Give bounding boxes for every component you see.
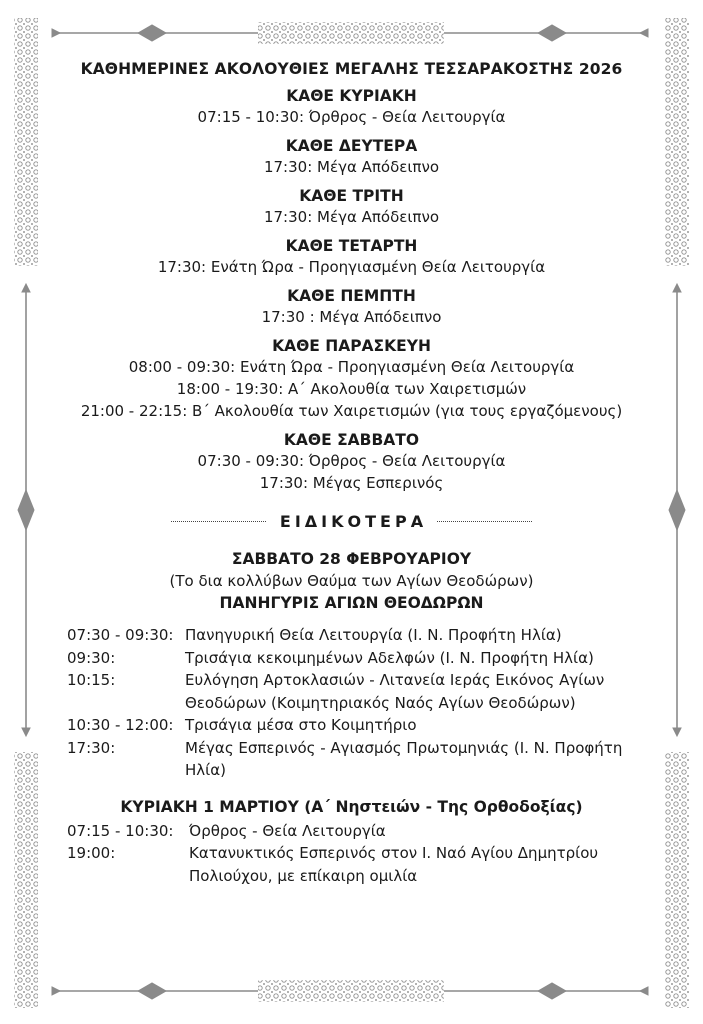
schedule-description: Τρισάγια κεκοιμημένων Αδελφών (Ι. Ν. Προφήτη Ηλία) xyxy=(185,648,594,667)
feast-subtitle: (Το δια κολλύβων Θαύμα των Αγίων Θεοδώρων) xyxy=(169,572,534,590)
service-line: 17:30: Μέγας Εσπερινός xyxy=(259,474,444,492)
weekday-block-thursday xyxy=(50,286,653,328)
schedule-content xyxy=(50,60,653,887)
bottom-rule xyxy=(52,983,648,999)
feast-date-heading: ΣΑΒΒΑΤΟ 28 ΦΕΒΡΟΥΑΡΙΟΥ xyxy=(231,550,472,568)
schedule-row xyxy=(50,624,653,647)
weekday-heading: ΚΑΘΕ ΔΕΥΤΕΡΑ xyxy=(285,137,418,155)
dotted-rule-left xyxy=(171,521,266,522)
page-title: ΚΑΘΗΜΕΡΙΝΕΣ ΑΚΟΛΟΥΘΙΕΣ ΜΕΓΑΛΗΣ ΤΕΣΣΑΡΑΚΟΣΤΗΣ 2026 xyxy=(80,60,623,78)
schedule-time: 17:30: xyxy=(67,738,116,757)
service-line: 17:30: Ενάτη Ώρα - Προηγιασμένη Θεία Λειτουργία xyxy=(157,258,546,276)
schedule-time: 10:15: xyxy=(67,671,116,689)
right-rule xyxy=(669,284,685,736)
service-line: 18:00 - 19:30: Α΄ Ακολουθία των Χαιρετισμών xyxy=(176,380,527,398)
schedule-row xyxy=(50,842,653,887)
schedule-description: Μέγας Εσπερινός - Αγιασμός Πρωτομηνιάς (Ι. Ν. Προφήτη Ηλία) xyxy=(185,738,623,779)
ornament-top-left xyxy=(14,18,38,266)
schedule-description: Κατανυκτικός Εσπερινός στον Ι. Ναό Αγίου Δημητρίου Πολιούχου, με επίκαιρη ομιλία xyxy=(189,844,599,885)
schedule-row xyxy=(50,737,653,782)
schedule-row xyxy=(50,669,653,714)
weekday-block-saturday xyxy=(50,430,653,494)
weekday-block-tuesday xyxy=(50,186,653,228)
feast-name: ΠΑΝΗΓΥΡΙΣ ΑΓΙΩΝ ΘΕΟΔΩΡΩΝ xyxy=(219,594,484,612)
service-line: 17:30: Μέγα Απόδειπνο xyxy=(263,208,440,226)
weekday-heading: ΚΑΘΕ ΣΑΒΒΑΤΟ xyxy=(283,431,420,449)
top-rule xyxy=(52,25,648,41)
schedule-time: 10:30 - 12:00: xyxy=(67,716,174,734)
ornament-top-center xyxy=(258,22,444,44)
schedule-time: 07:30 - 09:30: xyxy=(67,626,174,644)
ornament-bottom-right xyxy=(665,752,689,1008)
weekly-schedule xyxy=(50,86,653,494)
schedule-description: Ευλόγηση Αρτοκλασιών - Λιτανεία Ιεράς Εικόνος Αγίων Θεοδώρων (Κοιμητηριακός Ναός Αγίων Θεοδώρων) xyxy=(185,671,605,712)
service-line: 17:30 : Μέγα Απόδειπνο xyxy=(261,308,442,326)
schedule-row xyxy=(50,820,653,843)
weekday-block-wednesday xyxy=(50,236,653,278)
schedule-description: Τρισάγια μέσα στο Κοιμητήριο xyxy=(185,716,417,734)
schedule-row xyxy=(50,647,653,670)
saturday-feast-block xyxy=(50,548,653,782)
special-heading: ΕΙΔΙΚΟΤΕΡΑ xyxy=(279,511,428,531)
weekday-heading: ΚΑΘΕ ΤΡΙΤΗ xyxy=(299,187,404,205)
service-line: 07:30 - 09:30: Όρθρος - Θεία Λειτουργία xyxy=(197,452,506,470)
service-line: 21:00 - 22:15: Β΄ Ακολουθία των Χαιρετισμών (για τους εργαζόμενους) xyxy=(80,402,623,420)
weekday-block-sunday xyxy=(50,86,653,128)
ornament-bottom-center xyxy=(258,980,444,1002)
service-line: 17:30: Μέγα Απόδειπνο xyxy=(263,158,440,176)
ornament-top-right xyxy=(665,18,689,266)
weekday-block-monday xyxy=(50,136,653,178)
sunday-date-heading: ΚΥΡΙΑΚΗ 1 ΜΑΡΤΙΟΥ (Α΄ Νηστειών - Της Ορθοδοξίας) xyxy=(120,797,583,816)
sunday-orthodoxy-block xyxy=(50,796,653,888)
schedule-time: 19:00: xyxy=(67,844,116,862)
ornament-bottom-left xyxy=(14,752,38,1008)
feast-schedule-list xyxy=(50,624,653,782)
schedule-description: Όρθρος - Θεία Λειτουργία xyxy=(189,821,386,840)
special-section-divider xyxy=(50,510,653,532)
service-line: 08:00 - 09:30: Ενάτη Ώρα - Προηγιασμένη Θεία Λειτουργία xyxy=(128,358,575,376)
schedule-row xyxy=(50,714,653,737)
weekday-heading: ΚΑΘΕ ΠΑΡΑΣΚΕΥΗ xyxy=(272,337,431,355)
service-line: 07:15 - 10:30: Όρθρος - Θεία Λειτουργία xyxy=(197,108,506,126)
left-rule xyxy=(18,284,34,736)
weekday-heading: ΚΑΘΕ ΚΥΡΙΑΚΗ xyxy=(286,87,417,105)
weekday-heading: ΚΑΘΕ ΠΕΜΠΤΗ xyxy=(287,287,416,305)
dotted-rule-right xyxy=(437,521,532,522)
sunday-schedule-list xyxy=(50,820,653,888)
weekday-heading: ΚΑΘΕ ΤΕΤΑΡΤΗ xyxy=(285,237,418,255)
schedule-description: Πανηγυρική Θεία Λειτουργία (Ι. Ν. Προφήτη Ηλία) xyxy=(185,626,562,644)
schedule-time: 07:15 - 10:30: xyxy=(67,821,174,840)
weekday-block-friday xyxy=(50,336,653,422)
schedule-time: 09:30: xyxy=(67,648,116,667)
